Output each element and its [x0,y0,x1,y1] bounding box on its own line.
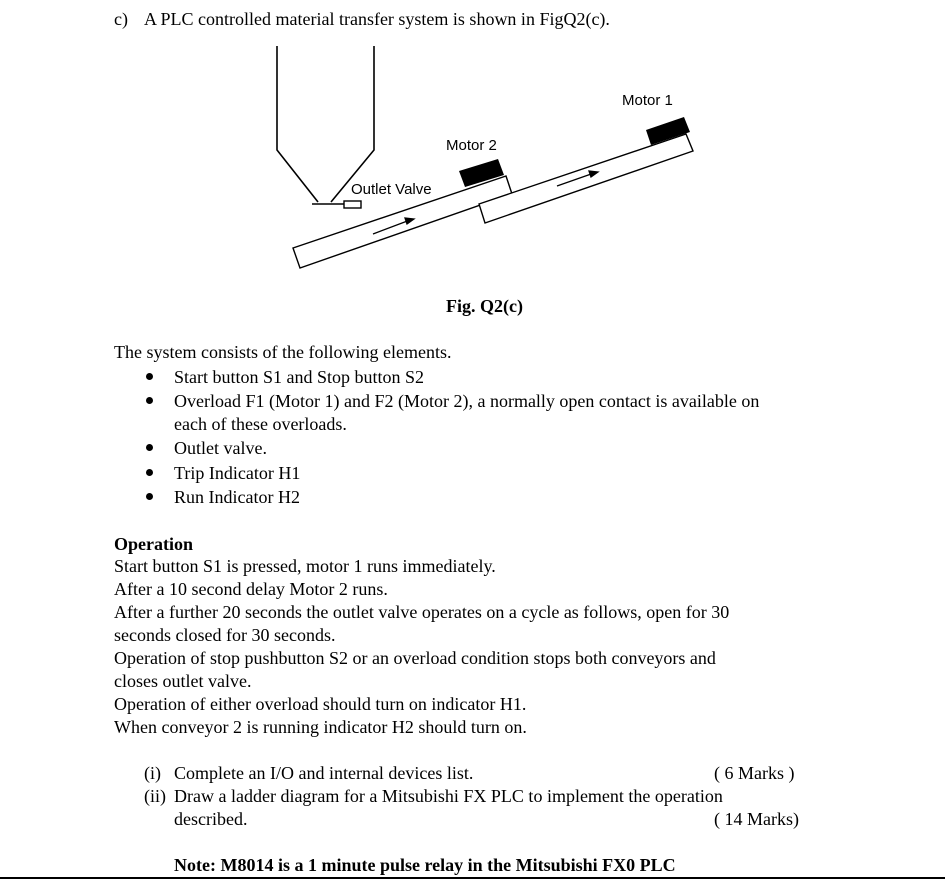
task-marks: ( 14 Marks) [714,809,799,829]
bullet-icon [146,373,153,380]
list-item: Overload F1 (Motor 1) and F2 (Motor 2), a normally open contact is available on [174,391,760,411]
task-number: (ii) [144,786,166,806]
task-text-continuation: described. [174,809,248,829]
elements-intro: The system consists of the following elements. [114,342,452,362]
question-text: A PLC controlled material transfer system is shown in FigQ2(c). [144,9,610,29]
bullet-icon [146,493,153,500]
conveyor-diagram [260,40,710,280]
question-label: c) [114,9,128,29]
outlet-valve-label: Outlet Valve [351,181,432,198]
task-number: (i) [144,763,161,783]
task-marks: ( 6 Marks ) [714,763,795,783]
note: Note: M8014 is a 1 minute pulse relay in the Mitsubishi FX0 PLC [174,855,676,875]
motor-1-label: Motor 1 [622,92,673,109]
list-item: Start button S1 and Stop button S2 [174,367,425,387]
operation-heading: Operation [114,534,193,554]
list-item: Outlet valve. [174,438,267,458]
task-text: Complete an I/O and internal devices list. [174,763,474,783]
outlet-valve-icon [344,201,361,208]
bullet-icon [146,444,153,451]
operation-line: After a further 20 seconds the outlet valve operates on a cycle as follows, open for 30 [114,602,730,622]
list-item: Run Indicator H2 [174,487,300,507]
conveyor-1 [479,134,693,223]
operation-line: Operation of stop pushbutton S2 or an overload condition stops both conveyors and [114,648,716,668]
bullet-icon [146,469,153,476]
operation-line: When conveyor 2 is running indicator H2 should turn on. [114,717,527,737]
motor-2-label: Motor 2 [446,137,497,154]
operation-line: closes outlet valve. [114,671,252,691]
operation-line: Operation of either overload should turn on indicator H1. [114,694,527,714]
list-item-continuation: each of these overloads. [174,414,347,434]
bullet-icon [146,397,153,404]
figure-caption: Fig. Q2(c) [446,296,523,316]
operation-line: After a 10 second delay Motor 2 runs. [114,579,388,599]
operation-line: seconds closed for 30 seconds. [114,625,336,645]
list-item: Trip Indicator H1 [174,463,301,483]
task-text: Draw a ladder diagram for a Mitsubishi FX PLC to implement the operation [174,786,723,806]
operation-line: Start button S1 is pressed, motor 1 runs immediately. [114,556,496,576]
bottom-divider [0,877,945,879]
